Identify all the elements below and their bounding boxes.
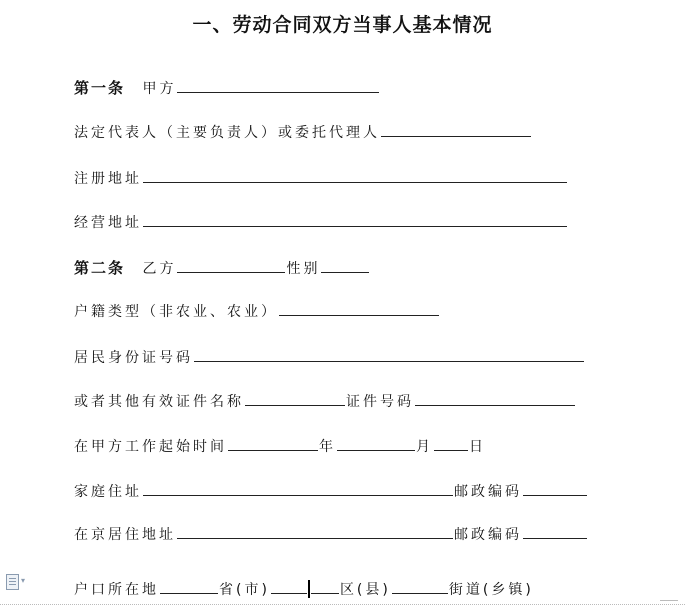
section-title: 一、劳动合同双方当事人基本情况 [192, 14, 493, 36]
text-cursor [308, 580, 310, 598]
start-date-label: 在甲方工作起始时间 [74, 439, 227, 455]
registered-address-label: 注册地址 [74, 171, 142, 187]
party-b-label: 乙方 [142, 261, 177, 277]
registered-address-blank[interactable] [143, 167, 567, 183]
gender-label: 性别 [286, 261, 321, 277]
hukou-row [74, 578, 534, 600]
start-month-blank[interactable] [337, 435, 415, 451]
household-type-label: 户籍类型（非农业、农业） [74, 304, 278, 320]
business-address-label: 经营地址 [74, 215, 142, 231]
beijing-address-label: 在京居住地址 [74, 527, 176, 543]
other-id-number-label: 证件号码 [346, 394, 414, 410]
home-postal-blank[interactable] [523, 480, 587, 496]
id-number-row [74, 346, 585, 368]
registered-address-row [74, 167, 568, 189]
start-date-row [74, 435, 486, 457]
home-address-blank[interactable] [143, 480, 453, 496]
chevron-down-icon: ▾ [21, 576, 26, 585]
business-address-blank[interactable] [143, 211, 567, 227]
legal-rep-row [74, 121, 532, 143]
province-label: 省(市) [219, 582, 270, 598]
street-label: 街道(乡镇) [448, 582, 534, 598]
page-bottom-divider [0, 604, 685, 605]
page-corner-mark [660, 600, 678, 601]
id-number-blank[interactable] [194, 346, 584, 362]
other-id-number-blank[interactable] [415, 390, 575, 406]
business-address-row [74, 211, 568, 233]
party-a-label: 甲方 [142, 81, 177, 97]
other-id-label: 或者其他有效证件名称 [74, 394, 244, 410]
home-postal-label: 邮政编码 [454, 484, 522, 500]
other-id-name-blank[interactable] [245, 390, 345, 406]
party-a-blank[interactable] [177, 77, 379, 93]
id-number-label: 居民身份证号码 [74, 350, 193, 366]
year-label: 年 [319, 439, 336, 455]
hukou-province-blank[interactable] [160, 578, 218, 594]
household-type-row [74, 300, 440, 322]
article-1-label: 第一条 [74, 79, 126, 97]
page-icon [6, 574, 19, 590]
legal-rep-label: 法定代表人（主要负责人）或委托代理人 [74, 125, 380, 141]
hukou-label: 户口所在地 [74, 582, 159, 598]
district-label: 区(县) [339, 582, 391, 598]
month-label: 月 [416, 439, 433, 455]
gender-blank[interactable] [321, 257, 369, 273]
day-label: 日 [469, 439, 486, 455]
other-id-row [74, 390, 576, 412]
document-icon[interactable] [6, 574, 28, 592]
start-year-blank[interactable] [228, 435, 318, 451]
beijing-address-blank[interactable] [177, 523, 453, 539]
start-day-blank[interactable] [434, 435, 468, 451]
beijing-postal-blank[interactable] [523, 523, 587, 539]
hukou-street-blank[interactable] [392, 578, 448, 594]
party-b-blank[interactable] [177, 257, 285, 273]
home-address-label: 家庭住址 [74, 484, 142, 500]
hukou-district-blank-a[interactable] [271, 578, 307, 594]
beijing-postal-label: 邮政编码 [454, 527, 522, 543]
article-1-row [74, 77, 380, 99]
home-address-row [74, 480, 588, 502]
article-2-label: 第二条 [74, 259, 126, 277]
legal-rep-blank[interactable] [381, 121, 531, 137]
household-type-blank[interactable] [279, 300, 439, 316]
beijing-address-row [74, 523, 588, 545]
hukou-district-blank-b[interactable] [311, 578, 339, 594]
article-2-row [74, 257, 370, 279]
